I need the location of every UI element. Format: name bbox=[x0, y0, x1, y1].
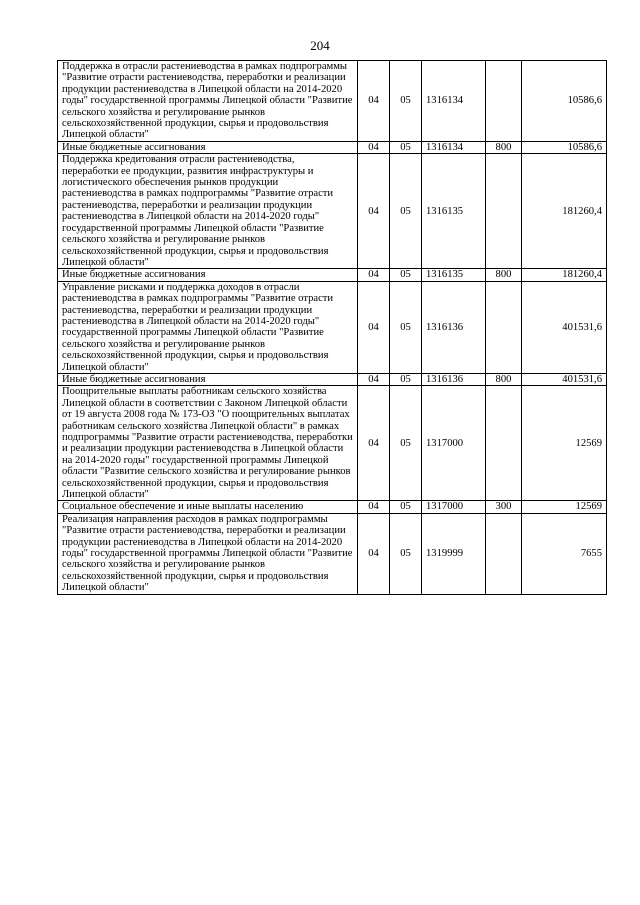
table-row bbox=[58, 386, 607, 501]
row-target-article-code: 1316136 bbox=[422, 373, 486, 385]
row-section-code: 04 bbox=[358, 513, 390, 594]
row-description: Поддержка кредитования отрасли растениеводства, переработки ее продукции, развития инфраструктуры и логистического обеспечения рынков продукции растениеводства в рамках подпрограммы "Развитие отрасти растениеводства, переработки и реализации продукции растениеводства в Липецкой области на 2014-2020 годы" государственной программы Липецкой области "Развитие сельского хозяйства и регулирование рынков сельскохозяйственной продукции, сырья и продовольствия Липецкой области" bbox=[58, 154, 358, 269]
row-section-code: 04 bbox=[358, 386, 390, 501]
row-amount: 401531,6 bbox=[522, 373, 607, 385]
row-description: Иные бюджетные ассигнования bbox=[58, 269, 358, 281]
table-row bbox=[58, 281, 607, 373]
row-subsection-code: 05 bbox=[390, 386, 422, 501]
row-amount: 401531,6 bbox=[522, 281, 607, 373]
row-expense-type-code: 800 bbox=[486, 141, 522, 153]
table-row bbox=[58, 269, 607, 281]
row-target-article-code: 1316134 bbox=[422, 61, 486, 142]
row-subsection-code: 05 bbox=[390, 141, 422, 153]
row-expense-type-code bbox=[486, 513, 522, 594]
row-description: Реализация направления расходов в рамках подпрограммы "Развитие отрасти растениеводства, переработки и реализации продукции растениеводства в Липецкой области на 2014-2020 годы" государственной программы Липецкой области "Развитие сельского хозяйства и регулирование рынков сельскохозяйственной продукции, сырья и продовольствия Липецкой области" bbox=[58, 513, 358, 594]
table-row bbox=[58, 61, 607, 142]
row-target-article-code: 1316135 bbox=[422, 269, 486, 281]
row-section-code: 04 bbox=[358, 61, 390, 142]
row-expense-type-code: 800 bbox=[486, 269, 522, 281]
row-description: Социальное обеспечение и иные выплаты населению bbox=[58, 501, 358, 513]
row-section-code: 04 bbox=[358, 281, 390, 373]
row-subsection-code: 05 bbox=[390, 373, 422, 385]
row-amount: 181260,4 bbox=[522, 269, 607, 281]
row-target-article-code: 1317000 bbox=[422, 501, 486, 513]
row-target-article-code: 1316136 bbox=[422, 281, 486, 373]
row-section-code: 04 bbox=[358, 373, 390, 385]
row-amount: 181260,4 bbox=[522, 154, 607, 269]
row-amount: 12569 bbox=[522, 501, 607, 513]
row-subsection-code: 05 bbox=[390, 513, 422, 594]
row-subsection-code: 05 bbox=[390, 154, 422, 269]
row-amount: 10586,6 bbox=[522, 141, 607, 153]
row-subsection-code: 05 bbox=[390, 61, 422, 142]
row-section-code: 04 bbox=[358, 154, 390, 269]
row-expense-type-code: 300 bbox=[486, 501, 522, 513]
row-target-article-code: 1319999 bbox=[422, 513, 486, 594]
row-subsection-code: 05 bbox=[390, 269, 422, 281]
row-subsection-code: 05 bbox=[390, 501, 422, 513]
row-description: Поощрительные выплаты работникам сельского хозяйства Липецкой области в соответствии с Законом Липецкой области от 19 августа 2008 года № 173-ОЗ "О поощрительных выплатах работникам сельского хозяйства Липецкой области" в рамках подпрограммы "Развитие отрасти растениеводства, переработки и реализации продукции растениеводства в Липецкой области на 2014-2020 годы" государственной программы Липецкой области "Развитие сельского хозяйства и регулирование рынков сельскохозяйственной продукции, сырья и продовольствия Липецкой области" bbox=[58, 386, 358, 501]
row-expense-type-code bbox=[486, 154, 522, 269]
row-subsection-code: 05 bbox=[390, 281, 422, 373]
row-section-code: 04 bbox=[358, 141, 390, 153]
row-expense-type-code: 800 bbox=[486, 373, 522, 385]
page-number: 204 bbox=[310, 38, 330, 53]
row-section-code: 04 bbox=[358, 501, 390, 513]
row-section-code: 04 bbox=[358, 269, 390, 281]
row-expense-type-code bbox=[486, 386, 522, 501]
row-description: Иные бюджетные ассигнования bbox=[58, 141, 358, 153]
row-amount: 7655 bbox=[522, 513, 607, 594]
table-row bbox=[58, 141, 607, 153]
row-target-article-code: 1316135 bbox=[422, 154, 486, 269]
table-row bbox=[58, 373, 607, 385]
row-description: Поддержка в отрасли растениеводства в рамках подпрограммы "Развитие отрасти растениеводства, переработки и реализации продукции растениеводства в Липецкой области на 2014-2020 годы" государственной программы Липецкой области "Развитие сельского хозяйства и регулирование рынков сельскохозяйственной продукции, сырья и продовольствия Липецкой области" bbox=[58, 61, 358, 142]
table-row bbox=[58, 501, 607, 513]
row-expense-type-code bbox=[486, 61, 522, 142]
row-amount: 12569 bbox=[522, 386, 607, 501]
row-description: Управление рисками и поддержка доходов в отрасли растениеводства в рамках подпрограммы "Развитие отрасти растениеводства, переработки и реализации продукции растениеводства в Липецкой области на 2014-2020 годы" государственной программы Липецкой области "Развитие сельского хозяйства и регулирование рынков сельскохозяйственной продукции, сырья и продовольствия Липецкой области" bbox=[58, 281, 358, 373]
table-row bbox=[58, 513, 607, 594]
row-amount: 10586,6 bbox=[522, 61, 607, 142]
row-target-article-code: 1316134 bbox=[422, 141, 486, 153]
row-target-article-code: 1317000 bbox=[422, 386, 486, 501]
table-row bbox=[58, 154, 607, 269]
row-expense-type-code bbox=[486, 281, 522, 373]
row-description: Иные бюджетные ассигнования bbox=[58, 373, 358, 385]
budget-table bbox=[57, 60, 607, 595]
